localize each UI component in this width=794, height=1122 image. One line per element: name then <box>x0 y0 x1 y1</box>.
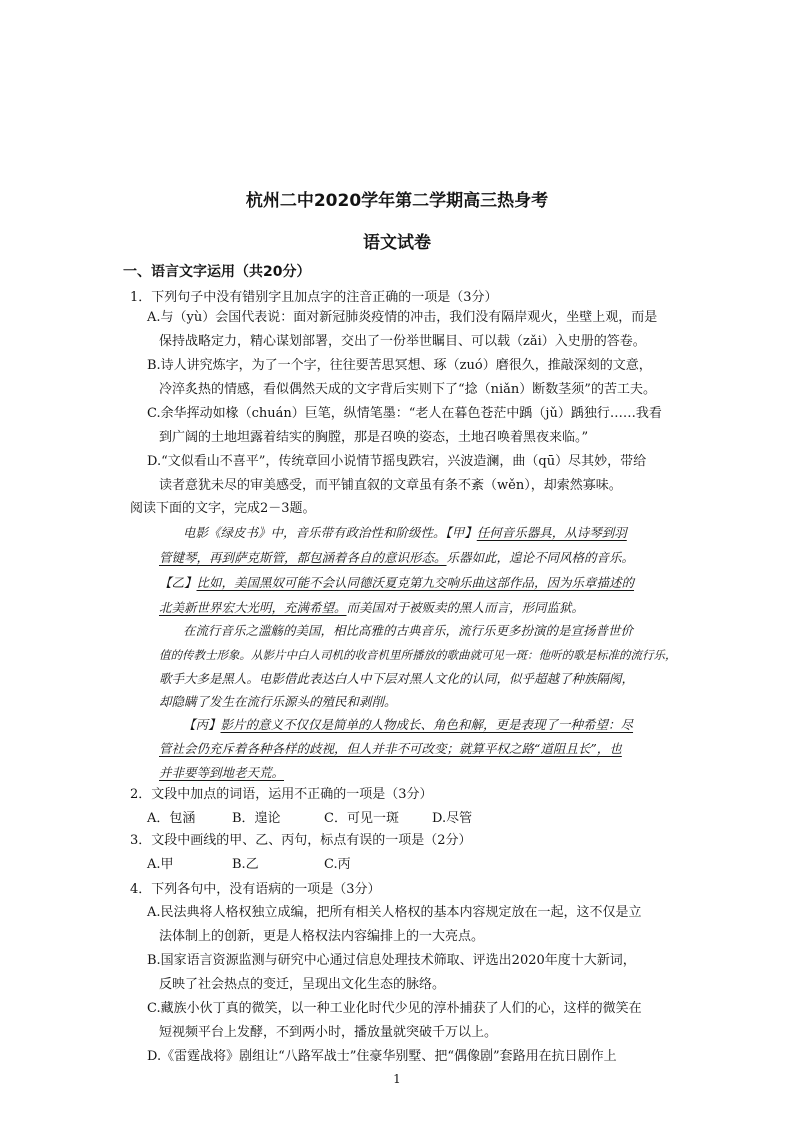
q4-option-d-line1: D.《雷霆战将》剧组让“八路军战士”住豪华别墅、把“偶像剧”套路用在抗日剧作上 <box>147 1049 617 1064</box>
q1-stem: 1．下列句子中没有错别字且加点字的注音正确的一项是（3分） <box>130 290 498 305</box>
passage-line-4 <box>159 599 584 617</box>
passage-line-2 <box>159 549 634 567</box>
exam-title: 杭州二中2020学年第二学期高三热身考 <box>245 191 549 211</box>
q4-option-c-line2: 短视频平台上发酵，不到两小时，播放量就突破千万以上。 <box>159 1025 498 1040</box>
q1-option-c-line1: C.余华挥动如椽（chuán）巨笔，纵情笔墨：“老人在暮色苍茫中踽（jǔ）踽独行……我看 <box>147 406 662 421</box>
sentence-yi-underlined: 北美新世界宏大光明，充满希望。 <box>159 600 347 615</box>
page-number: 1 <box>393 1072 401 1086</box>
passage-text: 电影《绿皮书》中，音乐带有政治性和阶级性。【甲】 <box>183 525 477 540</box>
q3-option-a: A.甲 <box>147 857 174 872</box>
q1-option-d-line1: D.“文似看山不喜平”，传统章回小说情节摇曳跌宕，兴波造澜，曲（qū）尽其妙，带给 <box>147 454 647 469</box>
passage-line-5: 在流行音乐之滥觞的美国，相比高雅的古典音乐，流行乐更多扮演的是宣扬普世价 <box>183 623 634 638</box>
q4-option-b-line1: B.国家语言资源监测与研究中心通过信息处理技术筛取、评选出2020年度十大新词， <box>147 953 636 968</box>
passage-line-10 <box>159 740 622 758</box>
q1-option-a-line2: 保持战略定力，精心谋划部署，交出了一份举世瞩目、可以载（zǎi）入史册的答卷。 <box>159 334 646 349</box>
passage-text: 【丙】 <box>183 717 221 732</box>
passage-line-8: 却隐瞒了发生在流行乐源头的殖民和剥削。 <box>159 694 397 709</box>
q3-option-b: B.乙 <box>232 857 259 872</box>
sentence-bing-underlined: 并非要等到地老天荒。 <box>159 765 285 780</box>
q4-option-b-line2: 反映了社会热点的变迁，呈现出文化生态的脉络。 <box>159 977 446 992</box>
sentence-jia-underlined: 任何音乐器具，从诗琴到羽 <box>476 525 627 540</box>
q4-option-a-line1: A.民法典将人格权独立成编，把所有相关人格权的基本内容规定放在一起，这不仅是立 <box>147 905 642 920</box>
passage-line-11 <box>159 764 284 782</box>
passage-line-1 <box>183 524 627 542</box>
q4-option-a-line2: 法体制上的创新，更是人格权法内容编排上的一大亮点。 <box>159 929 485 944</box>
sentence-yi-underlined: 比如，美国黑奴可能不会认同德沃夏克第九交响乐曲这部作品，因为乐章描述的 <box>196 575 635 590</box>
passage-text: 而美国对于被贩卖的黑人而言，形同监狱。 <box>346 600 585 615</box>
passage-text: 【乙】 <box>159 575 197 590</box>
section-heading: 一、语言文字运用（共20分） <box>123 264 311 280</box>
passage-line-9 <box>183 716 633 734</box>
passage-intro: 阅读下面的文字，完成2－3题。 <box>130 501 316 516</box>
q4-stem: 4．下列各句中，没有语病的一项是（3分） <box>130 882 381 897</box>
q1-option-d-line2: 读者意犹未尽的审美感受，而平铺直叙的文章虽有条不紊（wěn），却索然寡味。 <box>159 478 622 493</box>
passage-text: 乐器如此，遑论不同风格的音乐。 <box>446 550 635 565</box>
sentence-jia-underlined: 管键琴，再到萨克斯管，都包涵着各自的意识形态。 <box>159 550 447 565</box>
q2-option-a: A．包涵 <box>147 811 196 826</box>
q2-stem: 2．文段中加点的词语，运用不正确的一项是（3分） <box>130 787 433 802</box>
q1-option-a-line1: A.与（yù）会国代表说：面对新冠肺炎疫情的冲击，我们没有隔岸观火，坐壁上观，而是 <box>147 310 658 325</box>
q4-option-c-line1: C.藏族小伙丁真的微笑，以一种工业化时代少见的淳朴捕获了人们的心，这样的微笑在 <box>147 1001 642 1016</box>
q1-option-b-line1: B.诗人讲究炼字，为了一个字，往往要苦思冥想、琢（zuó）磨很久，推敲深刻的文意， <box>147 358 652 373</box>
q2-option-b: B．遑论 <box>232 811 281 826</box>
q3-stem: 3．文段中画线的甲、乙、丙句，标点有误的一项是（2分） <box>130 833 472 848</box>
q1-option-b-line2: 冷淬炙热的情感，看似偶然天成的文字背后实则下了“捻（niǎn）断数茎须”的苦工夫。 <box>159 382 656 397</box>
sentence-bing-underlined: 影片的意义不仅仅是简单的人物成长、角色和解，更是表现了一种希望：尽 <box>220 717 634 732</box>
sentence-bing-underlined: 管社会仍充斥着各种各样的歧视，但人并非不可改变；就算平权之路“道阻且长”，也 <box>159 741 622 756</box>
q2-option-c: C．可见一斑 <box>324 811 399 826</box>
passage-line-6: 值的传教士形象。从影片中白人司机的收音机里所播放的歌曲就可见一斑：他听的歌是标准的流行乐， <box>159 648 677 662</box>
q2-option-d: D.尽管 <box>432 811 473 826</box>
exam-subtitle: 语文试卷 <box>363 233 431 253</box>
passage-line-7: 歌手大多是黑人。电影借此表达白人中下层对黑人文化的认同，似乎超越了种族隔阂， <box>159 671 635 686</box>
q1-option-c-line2: 到广阔的土地坦露着结实的胸膛，那是召唤的姿态，土地召唤着黑夜来临。” <box>159 430 589 445</box>
passage-line-3 <box>159 574 634 592</box>
q3-option-c: C.丙 <box>324 857 351 872</box>
